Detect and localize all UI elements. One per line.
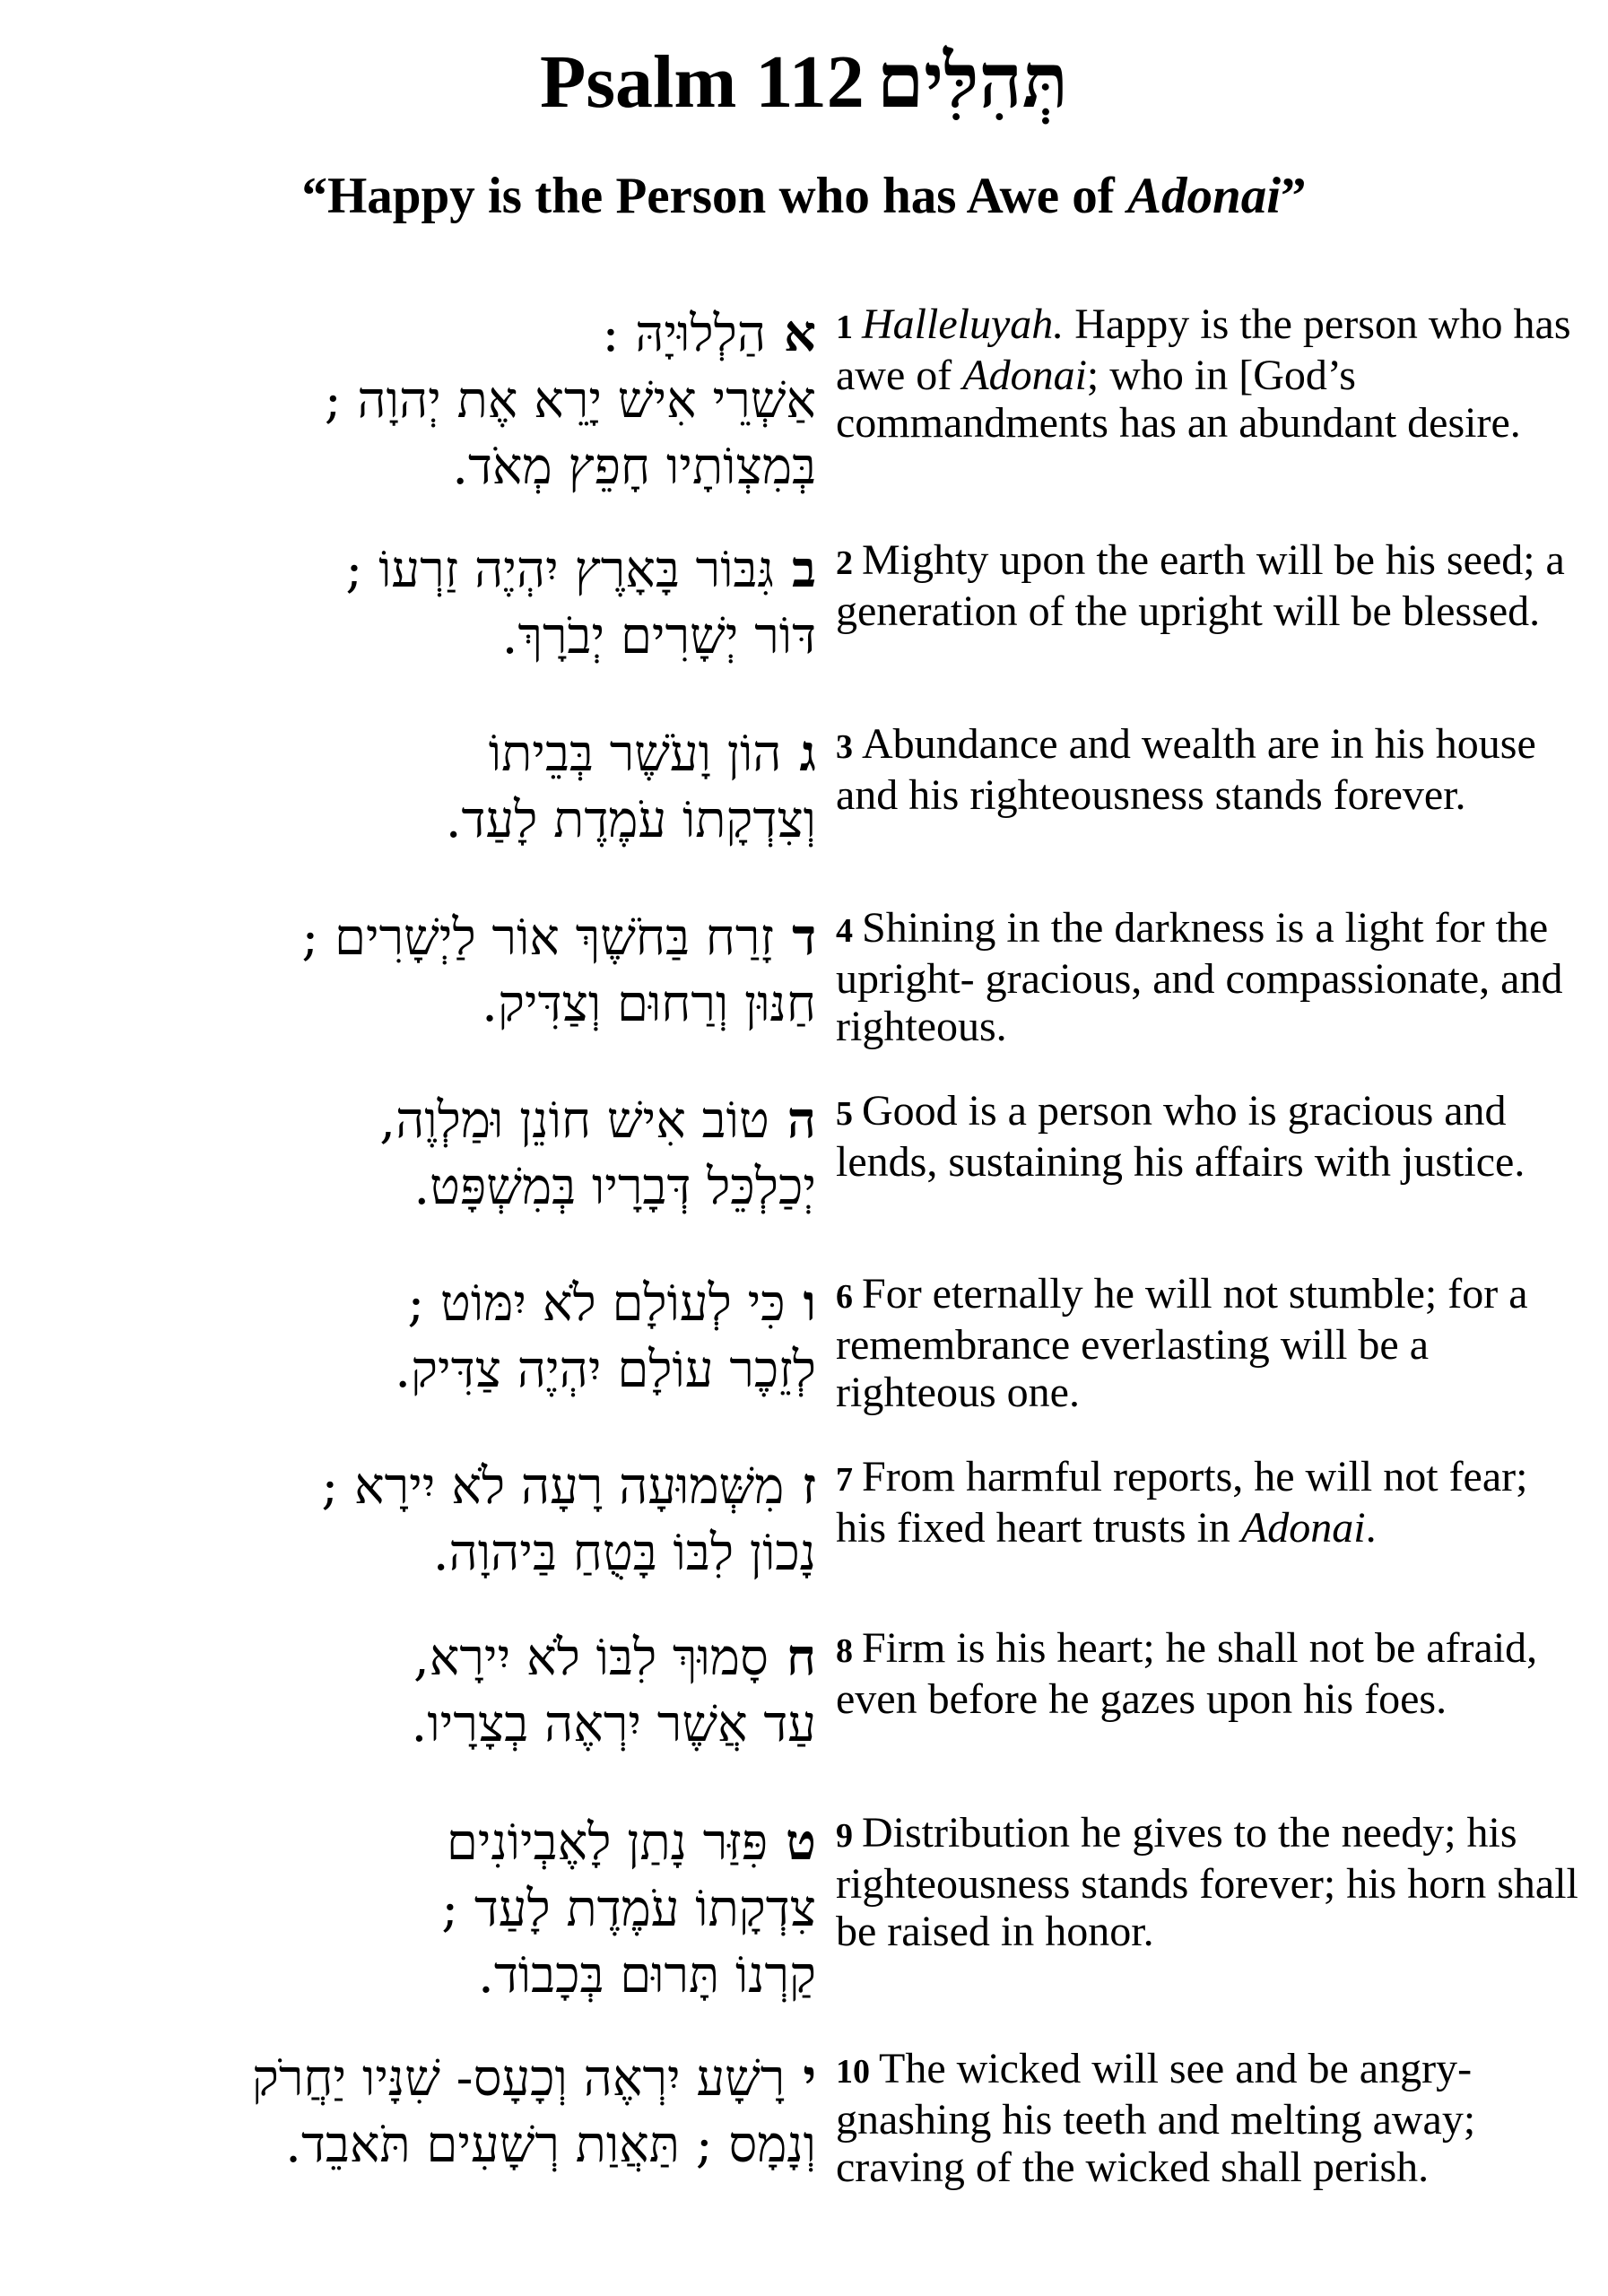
english-verse-9: [836, 1809, 1580, 1955]
hebrew-verse-6: [54, 1270, 816, 1404]
page-title: [0, 36, 1608, 125]
english-verse-1: [836, 300, 1580, 447]
hebrew-letter: ה: [787, 1091, 816, 1150]
hebrew-line: בְּמִצְוֹתָיו חָפֵץ מְאֹד.: [452, 438, 816, 496]
hebrew-line: קַרְנוֹ תָּרוּם בְּכָבוֹד.: [478, 1946, 816, 2005]
english-text: The wicked will see and be angry- gnashing his teeth and melting away; craving of the wicked shall perish.: [836, 2045, 1476, 2191]
verse-number: 5: [836, 1095, 853, 1133]
verse-number: 1: [836, 309, 853, 346]
hebrew-line: עַד אֲשֶׁר יִרְאֶה בְצָרָיו.: [411, 1695, 816, 1753]
english-text: For eternally he will not stumble; for a remembrance everlasting will be a righteous one.: [836, 1270, 1528, 1416]
hebrew-line: פִּזַּר נָתַן לָאֶבְיוֹנִים: [446, 1813, 769, 1872]
hebrew-verse-9: [54, 1809, 816, 2009]
hebrew-line: רָשָׁע יִרְאֶה וְכָעָס- שִׁנָּיו יַחֲרֹק: [251, 2049, 786, 2108]
hebrew-line: סָמוּךְ לִבּוֹ לֹא יִירָא,: [413, 1629, 769, 1687]
english-text: Good is a person who is gracious and lends, sustaining his affairs with justice.: [836, 1087, 1525, 1186]
hebrew-letter: ז: [802, 1457, 816, 1516]
hebrew-verse-8: [54, 1624, 816, 1758]
english-text: Happy is the person who has awe of: [836, 300, 1571, 399]
hebrew-verse-1: [54, 300, 816, 500]
hebrew-verse-5: [54, 1087, 816, 1221]
english-italic: Halleluyah.: [862, 300, 1065, 348]
subtitle-text: “Happy is the Person who has Awe of: [301, 168, 1127, 224]
hebrew-line: יְכַלְכֵּל דְּבָרָיו בְּמִשְׁפָּט.: [413, 1158, 816, 1216]
hebrew-letter: ב: [792, 540, 816, 599]
english-text: Distribution he gives to the needy; his righteousness stands forever; his horn shall be raised in honor.: [836, 1809, 1578, 1955]
english-text: .: [1365, 1504, 1377, 1552]
verse-number: 3: [836, 728, 853, 766]
hebrew-verse-7: [54, 1453, 816, 1587]
english-verse-10: [836, 2045, 1580, 2191]
hebrew-letter: ט: [786, 1813, 816, 1872]
hebrew-verse-10: [54, 2045, 816, 2179]
title-english: Psalm 112: [540, 40, 865, 124]
verse-number: 4: [836, 912, 853, 950]
hebrew-line: נָכוֹן לִבּוֹ בָּטֻחַ בַּיהוָה.: [432, 1524, 816, 1582]
hebrew-line: גִּבּוֹר בָּאָרֶץ יִהְיֶה זַרְעוֹ ;: [345, 541, 774, 599]
english-text: Abundance and wealth are in his house and his righteousness stands forever.: [836, 720, 1536, 819]
hebrew-line: חַנּוּן וְרַחוּם וְצַדִּיק.: [482, 975, 816, 1033]
hebrew-letter: ו: [803, 1274, 816, 1333]
hebrew-line: מִשְּׁמוּעָה רָעָה לֹא יִירָא ;: [321, 1457, 785, 1516]
hebrew-letter: ג: [799, 724, 816, 783]
hebrew-line: צִדְקָתוֹ עֹמֶדֶת לָעַד ;: [441, 1880, 816, 1938]
english-text: Shining in the darkness is a light for the upright- gracious, and compassionate, and righteous.: [836, 904, 1563, 1050]
english-verse-2: [836, 536, 1580, 635]
hebrew-letter: א: [784, 304, 816, 363]
english-verse-8: [836, 1624, 1580, 1723]
english-verse-6: [836, 1270, 1580, 1416]
english-verse-7: [836, 1453, 1580, 1552]
subtitle-italic: Adonai: [1126, 168, 1282, 224]
english-verse-5: [836, 1087, 1580, 1186]
verse-number: 7: [836, 1461, 853, 1499]
english-italic: Adonai: [962, 352, 1087, 399]
subtitle-close: ”: [1281, 168, 1307, 224]
hebrew-line: כִּי לְעוֹלָם לֹא יִמּוֹט ;: [407, 1274, 786, 1333]
english-text: ; who in [God’s commandments has an abundant desire.: [836, 352, 1521, 447]
english-text: From harmful reports, he will not fear; his fixed heart trusts in: [836, 1453, 1528, 1552]
hebrew-line: אַשְׁרֵי אִישׁ יָרֵא אֶת יְהוָה ;: [324, 371, 816, 430]
hebrew-line: הַלְלוּיָהּ :: [602, 305, 767, 363]
hebrew-line: טוֹב אִישׁ חוֹנֵן וּמַלְוֶה,: [379, 1091, 769, 1150]
verse-number: 9: [836, 1817, 853, 1855]
hebrew-letter: ד: [792, 908, 816, 967]
english-verse-3: [836, 720, 1580, 819]
verse-number: 6: [836, 1278, 853, 1316]
hebrew-line: הוֹן וָעֹשֶׁר בְּבֵיתוֹ: [488, 725, 782, 783]
english-italic: Adonai: [1240, 1504, 1366, 1552]
english-text: Mighty upon the earth will be his seed; a generation of the upright will be blessed.: [836, 536, 1565, 635]
hebrew-letter: ח: [786, 1628, 816, 1687]
hebrew-line: לְזֵכֶר עוֹלָם יִהְיֶה צַדִּיק.: [395, 1341, 816, 1399]
hebrew-line: דּוֹר יְשָׁרִים יְבֹרָךְ.: [501, 607, 816, 665]
hebrew-letter: י: [803, 2048, 816, 2108]
hebrew-verse-4: [54, 904, 816, 1038]
title-hebrew: תְּהִלִּים: [876, 36, 1068, 125]
hebrew-verse-2: [54, 536, 816, 670]
english-text: Firm is his heart; he shall not be afraid, even before he gazes upon his foes.: [836, 1624, 1538, 1723]
verse-number: 10: [836, 2053, 870, 2091]
english-verse-4: [836, 904, 1580, 1050]
hebrew-line: וְצִדְקָתוֹ עֹמֶדֶת לָעַד.: [445, 791, 816, 849]
page-subtitle: [0, 170, 1608, 222]
verse-number: 8: [836, 1632, 853, 1670]
hebrew-line: וְנָמָס ; תַּאֲוַת רְשָׁעִים תֹּאבֵד.: [285, 2116, 816, 2174]
hebrew-verse-3: [54, 720, 816, 854]
verse-number: 2: [836, 544, 853, 582]
hebrew-line: זָרַח בַּחֹשֶׁךְ אוֹר לַיְשָׁרִים ;: [301, 909, 775, 967]
